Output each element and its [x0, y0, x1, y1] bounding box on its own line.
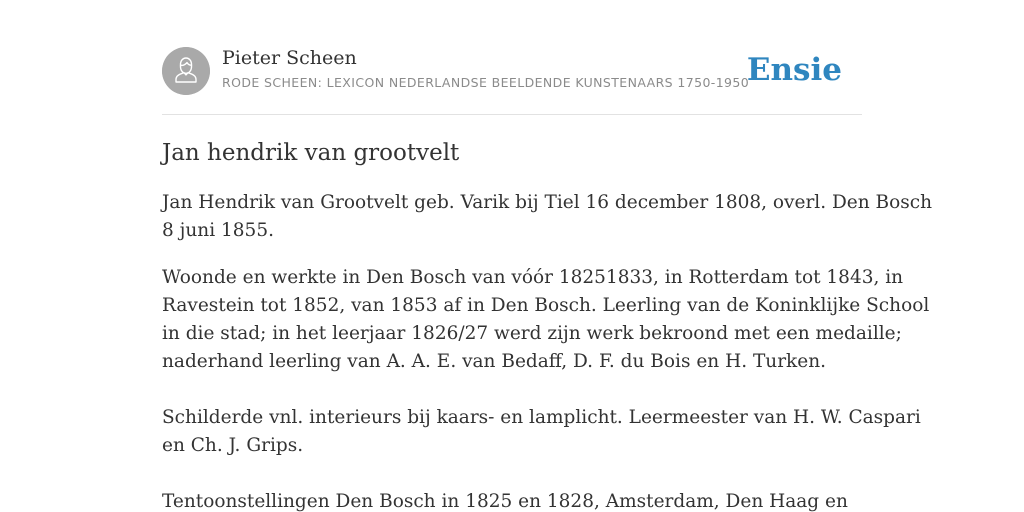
author-name[interactable]: Pieter Scheen	[222, 47, 357, 69]
text-line: in die stad; in het leerjaar 1826/27 werd zijn werk bekroond met een medaille;	[162, 323, 902, 344]
article-column	[162, 46, 933, 512]
paragraph-career	[162, 264, 930, 512]
article-header	[162, 46, 862, 115]
text-line: Ravestein tot 1852, van 1853 af in Den Bosch. Leerling van de Koninklijke School	[162, 295, 930, 316]
text-line: Woonde en werkte in Den Bosch van vóór 18251833, in Rotterdam tot 1843, in	[162, 267, 904, 288]
user-avatar-icon[interactable]	[162, 47, 210, 95]
text-line: en Ch. J. Grips.	[162, 435, 304, 456]
paragraph-break	[162, 376, 862, 404]
article-title: Jan hendrik van grootvelt	[162, 140, 460, 166]
text-line: Tentoonstellingen Den Bosch in 1825 en 1828, Amsterdam, Den Haag en	[162, 491, 848, 512]
paragraph-birth	[162, 189, 933, 245]
text-line: 8 juni 1855.	[162, 220, 274, 241]
text-line: Jan Hendrik van Grootvelt geb. Varik bij Tiel 16 december 1808, overl. Den Bosch	[162, 192, 933, 213]
text-line: Schilderde vnl. interieurs bij kaars- en lamplicht. Leermeester van H. W. Caspari	[162, 407, 921, 428]
paragraph-break	[162, 460, 862, 488]
author-block	[222, 46, 749, 91]
source-label[interactable]: RODE SCHEEN: LEXICON NEDERLANDSE BEELDENDE KUNSTENAARS 1750-1950	[222, 75, 750, 90]
text-line: naderhand leerling van A. A. E. van Bedaff, D. F. du Bois en H. Turken.	[162, 351, 827, 372]
ensie-logo[interactable]: Ensie	[746, 52, 842, 88]
